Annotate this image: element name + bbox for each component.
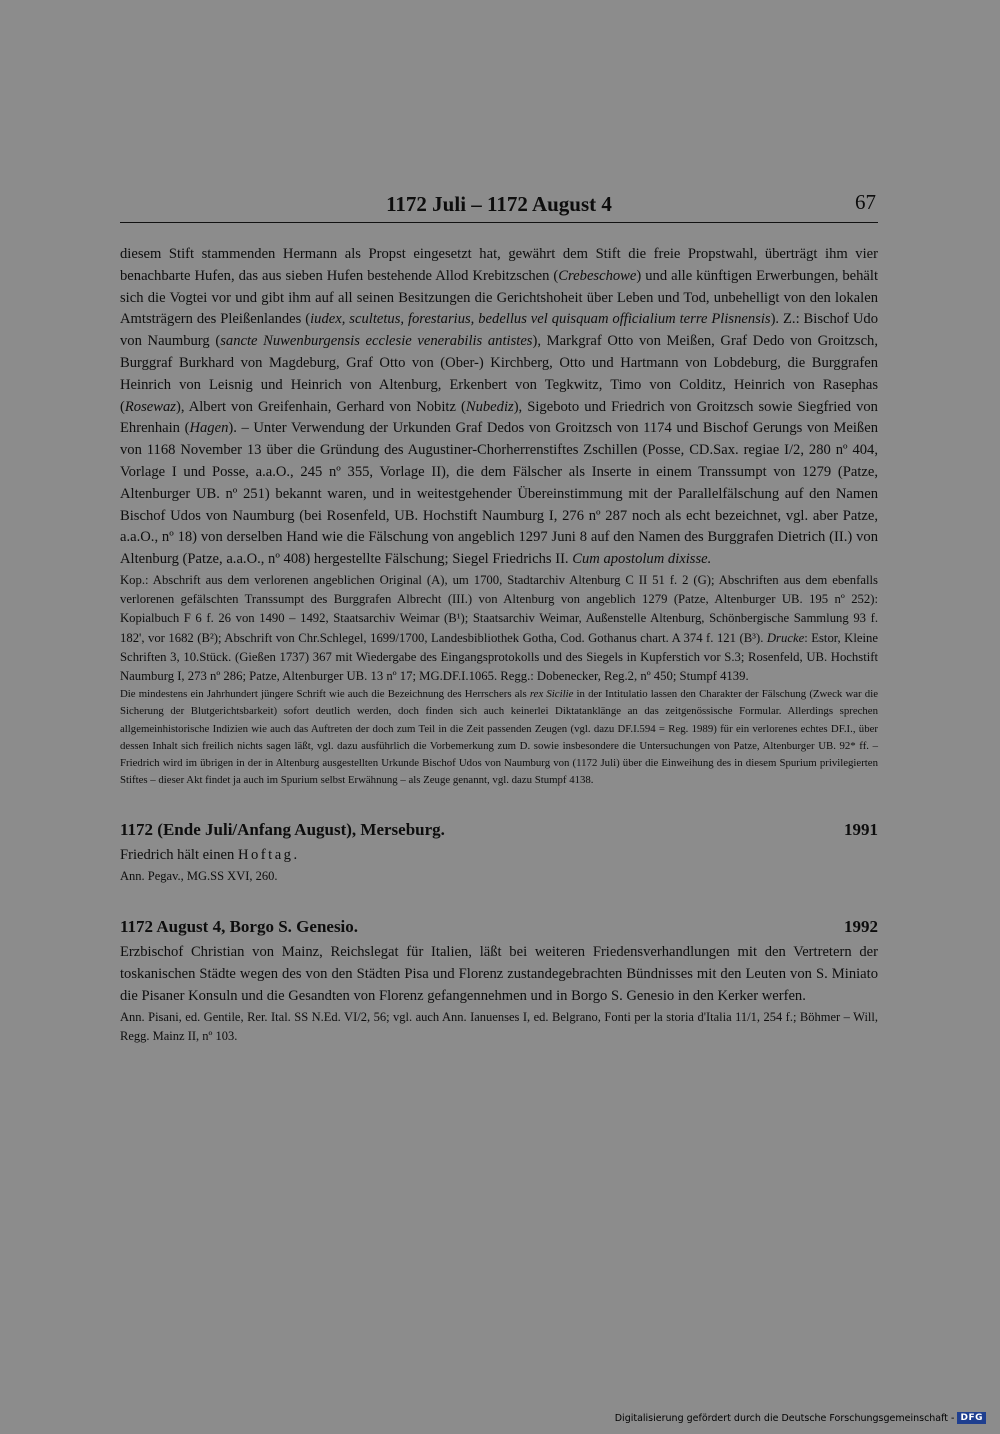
running-head: [120, 190, 878, 223]
latin-term: Crebeschowe: [558, 267, 637, 284]
latin-term: Hagen: [189, 420, 229, 437]
entry-1990-commentary: [120, 686, 878, 789]
text-run: Kop.: Abschrift aus dem verlorenen angeblichen Original (A), um 1700, Stadtarchiv Altenburg C II 51 f. 2 (G); Abschriften aus dem ebenfalls verlorenen gefälschten Transsumpt des Burggrafen Albrecht (III.) von Altenburg von angeblich 1279 (Patze, Altenburger UB. 195 nº 252): Kopialbuch F 6 f. 26 von 1490 – 1492, Staatsarchiv Weimar (B¹); Staatsarchiv Weimar, Außenstelle Altenburg, Schönbergische Sammlung 93 f. 182', vor 1682 (B²); Abschrift von Chr.Schlegel, 1699/1700, Landesbibliothek Gotha, Cod. Gothanus chart. A 374 f. 121 (B³).: [120, 572, 878, 645]
text-run: in der Intitulatio lassen den Charakter der Fälschung (Zweck war die Sicherung der Blutgerichtsbarkeit) sofort deutlich werden, doch finden sich auch keinerlei Diktatanklänge an das zeitgenössische Formular. Allerdings sprechen allgemeinhistorische Indizien wie auch das Auftreten der doch zum Teil in die Zeit passenden Zeugen (vgl. dazu DF.I.594 = Reg. 1989) für ein verlorenes echtes DF.I., über dessen Inhalt sich freilich nichts sagen läßt, vgl. dazu ausführlich die Vorbemerkung zum D. sowie insbesondere die Untersuchungen von Patze, Altenburger UB. 92* ff. – Friedrich wird im übrigen in der in Altenburg ausgestellten Urkunde Bischof Udos von Naumburg von (1172 Juli) über die Einweihung des in diesem Spurium privilegierten Stiftes – dieser Akt findet ja auch im Spurium selbst Erwähnung – als Zeuge genannt, vgl. dazu Stumpf 4138.: [120, 688, 878, 787]
text-run: ), Albert von Greifenhain, Gerhard von Nobitz (: [175, 398, 466, 415]
text-run: Die mindestens ein Jahrhundert jüngere Schrift wie auch die Bezeichnung des Herrschers als: [120, 688, 530, 701]
entry-1992-body: Erzbischof Christian von Mainz, Reichslegat für Italien, läßt bei weiteren Friedensverhandlungen mit den Vertretern der toskanischen Städte wegen des von den Städten Pisa und Florenz zustandegebrachten Bündnisses mit den Leuten von S. Miniato die Pisaner Konsuln und die Gesandten von Florenz gefangennehmen und in Borgo S. Genesio in den Kerker werfen.: [120, 944, 878, 1004]
text-run: .: [293, 847, 298, 864]
entry-1991-number: 1991: [844, 820, 878, 840]
footer-text: Digitalisierung gefördert durch die Deutsche Forschungsgemeinschaft -: [614, 1412, 955, 1424]
entry-1992-number: 1992: [844, 917, 878, 937]
drucke-label: Drucke: [766, 630, 805, 645]
latin-term: Rosewaz: [124, 398, 176, 415]
latin-term: iudex, scultetus, forestarius, bedellus vel quisquam officialium terre Plisnensis: [310, 311, 771, 328]
entry-1991-heading: [120, 819, 878, 845]
text-run: ) und alle künftigen Erwerbungen, behält sich die Vogtei vor und gibt ihm auf all seinen Besitzungen die Gerichtshoheit über Leben und Tod, unbehelligt von den lokalen Amtsträgern des Pleißenlandes (: [120, 267, 879, 328]
page-number: 67: [855, 190, 876, 214]
text-run: : Estor, Kleine Schriften 3, 10.Stück. (Gießen 1737) 367 mit Wiedergabe des Eingangsprotokolls und des Siegels in Kupferstich vor S.3; Rosenfeld, UB. Hochstift Naumburg I, 273 nº 286; Patze, Altenburger UB. 13 nº 17; MG.DF.I.1065. Regg.: Dobenecker, Reg.2, nº 450; Stumpf 4139.: [120, 630, 878, 683]
text-run: ), Sigeboto und Friedrich von Groitzsch sowie Siegfried von Ehrenhain (: [120, 398, 878, 437]
page-title: 1172 Juli – 1172 August 4: [386, 192, 612, 216]
text-run: ), Markgraf Otto von Meißen, Graf Dedo von Groitzsch, Burggraf Burkhard von Magdeburg, Graf Otto von (Ober-) Kirchberg, Otto und Hartmann von Lobdeburg, die Burggrafen Heinrich von Leisnig und Heinrich von Altenburg, Erkenbert von Tegkwitz, Timo von Colditz, Heinrich von Rasephas (: [120, 333, 878, 415]
entry-1991-date-place: 1172 (Ende Juli/Anfang August), Merseburg.: [120, 820, 445, 840]
latin-term: Cum apostolum dixisse.: [572, 551, 712, 568]
dfg-logo: DFG: [957, 1412, 986, 1424]
entry-1991-body: [120, 845, 878, 867]
spaced-term: Hoftag: [237, 847, 294, 864]
entry-1990-sources: [120, 571, 878, 686]
entry-1991-source: Ann. Pegav., MG.SS XVI, 260.: [120, 869, 278, 884]
latin-term: rex Sicilie: [529, 688, 574, 701]
latin-term: sancte Nuwenburgensis ecclesie venerabilis antistes: [220, 333, 533, 350]
entry-1992-source: Ann. Pisani, ed. Gentile, Rer. Ital. SS N.Ed. VI/2, 56; vgl. auch Ann. Ianuenses I, ed. Belgrano, Fonti per la storia d'Italia 11/1, 254 f.; Böhmer – Will, Regg. Mainz II, nº 103.: [120, 1009, 878, 1043]
text-run: Friedrich hält einen: [120, 847, 238, 864]
latin-term: Nubediz: [465, 398, 514, 415]
text-run: ). – Unter Verwendung der Urkunden Graf Dedos von Groitzsch von 1174 und Bischof Gerungs von Meißen von 1168 November 13 über die Gründung des Augustiner-Chorherrenstiftes Zschillen (Posse, CD.Sax. regiae I/2, 280 nº 404, Vorlage I und Posse, a.a.O., 245 nº 355, Vorlage II), die dem Fälscher als Inserte in einem Transsumpt von 1279 (Patze, Altenburger UB. nº 251) bekannt waren, und in weitestgehender Übereinstimmung mit der Parallelfälschung auf den Namen Bischof Udos von Naumburg (bei Rosenfeld, UB. Hochstift Naumburg I, 276 nº 287 noch als echt bezeichnet, vgl. aber Patze, a.a.O., nº 18) von derselben Hand wie die Fälschung von angeblich 1297 Juni 8 auf den Namen des Burggrafen Dietrich (II.) von Altenburg (Patze, a.a.O., nº 408) hergestellte Fälschung; Siegel Friedrichs II.: [120, 420, 879, 568]
text-run: ). Z.: Bischof Udo von Naumburg (: [120, 311, 879, 350]
entry-1992-date-place: 1172 August 4, Borgo S. Genesio.: [120, 917, 359, 937]
entry-1990-body: [120, 244, 878, 571]
text-run: diesem Stift stammenden Hermann als Propst eingesetzt hat, gewährt dem Stift die freie Propstwahl, überträgt ihm vier benachbarte Hufen, das aus sieben Hufen bestehende Allod Krebitzschen (: [120, 246, 878, 284]
main-text: [120, 244, 878, 1046]
entry-1992-heading: [120, 916, 878, 942]
footer-credit: [615, 1412, 986, 1424]
